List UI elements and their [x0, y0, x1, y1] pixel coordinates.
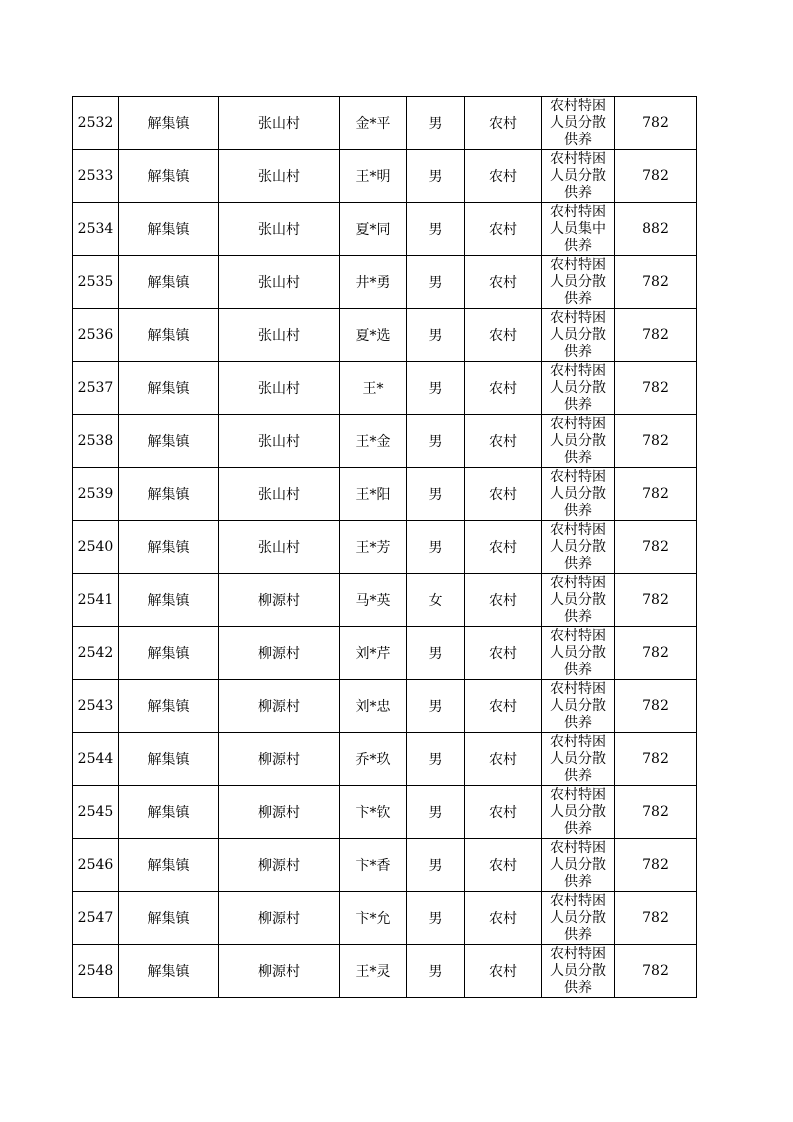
person-name-cell: 王*灵: [340, 945, 407, 998]
serial-number-cell: 2539: [73, 468, 119, 521]
town-cell: 解集镇: [119, 945, 219, 998]
gender-cell: 男: [407, 627, 465, 680]
gender-cell: 男: [407, 468, 465, 521]
person-name-cell: 王*: [340, 362, 407, 415]
table-row: [73, 945, 697, 998]
gender-cell: 女: [407, 574, 465, 627]
area-type-cell: 农村: [465, 362, 542, 415]
area-type-cell: 农村: [465, 468, 542, 521]
village-cell: 柳源村: [219, 786, 340, 839]
amount-cell: 782: [615, 574, 697, 627]
support-category-cell: 农村特困人员分散供养: [542, 892, 615, 945]
person-name-cell: 卞*允: [340, 892, 407, 945]
gender-cell: 男: [407, 256, 465, 309]
table-row: [73, 786, 697, 839]
support-category-cell: 农村特困人员分散供养: [542, 468, 615, 521]
table-row: [73, 309, 697, 362]
town-cell: 解集镇: [119, 256, 219, 309]
table-row: [73, 97, 697, 150]
support-category-cell: 农村特困人员分散供养: [542, 362, 615, 415]
support-category-cell: 农村特困人员分散供养: [542, 839, 615, 892]
gender-cell: 男: [407, 945, 465, 998]
village-cell: 柳源村: [219, 892, 340, 945]
amount-cell: 782: [615, 362, 697, 415]
support-category-cell: 农村特困人员集中供养: [542, 203, 615, 256]
serial-number-cell: 2533: [73, 150, 119, 203]
serial-number-cell: 2536: [73, 309, 119, 362]
amount-cell: 782: [615, 627, 697, 680]
gender-cell: 男: [407, 150, 465, 203]
serial-number-cell: 2535: [73, 256, 119, 309]
village-cell: 柳源村: [219, 945, 340, 998]
table-row: [73, 627, 697, 680]
gender-cell: 男: [407, 309, 465, 362]
village-cell: 张山村: [219, 309, 340, 362]
support-category-cell: 农村特困人员分散供养: [542, 415, 615, 468]
village-cell: 张山村: [219, 256, 340, 309]
gender-cell: 男: [407, 786, 465, 839]
table-row: [73, 415, 697, 468]
gender-cell: 男: [407, 97, 465, 150]
person-name-cell: 卞*香: [340, 839, 407, 892]
serial-number-cell: 2542: [73, 627, 119, 680]
area-type-cell: 农村: [465, 415, 542, 468]
support-category-cell: 农村特困人员分散供养: [542, 680, 615, 733]
amount-cell: 782: [615, 945, 697, 998]
village-cell: 柳源村: [219, 627, 340, 680]
support-category-cell: 农村特困人员分散供养: [542, 786, 615, 839]
area-type-cell: 农村: [465, 521, 542, 574]
table-row: [73, 203, 697, 256]
amount-cell: 782: [615, 680, 697, 733]
amount-cell: 782: [615, 150, 697, 203]
town-cell: 解集镇: [119, 786, 219, 839]
area-type-cell: 农村: [465, 786, 542, 839]
town-cell: 解集镇: [119, 468, 219, 521]
town-cell: 解集镇: [119, 733, 219, 786]
gender-cell: 男: [407, 892, 465, 945]
amount-cell: 782: [615, 521, 697, 574]
area-type-cell: 农村: [465, 892, 542, 945]
table-row: [73, 733, 697, 786]
person-name-cell: 金*平: [340, 97, 407, 150]
gender-cell: 男: [407, 839, 465, 892]
serial-number-cell: 2545: [73, 786, 119, 839]
village-cell: 张山村: [219, 97, 340, 150]
area-type-cell: 农村: [465, 627, 542, 680]
support-category-cell: 农村特困人员分散供养: [542, 945, 615, 998]
table-row: [73, 256, 697, 309]
gender-cell: 男: [407, 680, 465, 733]
amount-cell: 782: [615, 468, 697, 521]
amount-cell: 782: [615, 256, 697, 309]
serial-number-cell: 2544: [73, 733, 119, 786]
village-cell: 张山村: [219, 203, 340, 256]
amount-cell: 782: [615, 415, 697, 468]
village-cell: 张山村: [219, 362, 340, 415]
person-name-cell: 马*英: [340, 574, 407, 627]
gender-cell: 男: [407, 521, 465, 574]
town-cell: 解集镇: [119, 97, 219, 150]
table-row: [73, 362, 697, 415]
village-cell: 柳源村: [219, 733, 340, 786]
table-row: [73, 468, 697, 521]
town-cell: 解集镇: [119, 839, 219, 892]
serial-number-cell: 2532: [73, 97, 119, 150]
person-name-cell: 井*勇: [340, 256, 407, 309]
gender-cell: 男: [407, 415, 465, 468]
gender-cell: 男: [407, 362, 465, 415]
town-cell: 解集镇: [119, 892, 219, 945]
area-type-cell: 农村: [465, 680, 542, 733]
amount-cell: 782: [615, 97, 697, 150]
table-row: [73, 574, 697, 627]
person-name-cell: 刘*芹: [340, 627, 407, 680]
amount-cell: 782: [615, 839, 697, 892]
area-type-cell: 农村: [465, 574, 542, 627]
table-row: [73, 150, 697, 203]
village-cell: 张山村: [219, 521, 340, 574]
town-cell: 解集镇: [119, 415, 219, 468]
table-row: [73, 521, 697, 574]
amount-cell: 782: [615, 309, 697, 362]
table-row: [73, 839, 697, 892]
area-type-cell: 农村: [465, 97, 542, 150]
table-body: [73, 97, 697, 998]
town-cell: 解集镇: [119, 362, 219, 415]
village-cell: 柳源村: [219, 574, 340, 627]
area-type-cell: 农村: [465, 945, 542, 998]
serial-number-cell: 2543: [73, 680, 119, 733]
village-cell: 张山村: [219, 468, 340, 521]
town-cell: 解集镇: [119, 574, 219, 627]
support-category-cell: 农村特困人员分散供养: [542, 733, 615, 786]
gender-cell: 男: [407, 203, 465, 256]
town-cell: 解集镇: [119, 521, 219, 574]
table-row: [73, 680, 697, 733]
town-cell: 解集镇: [119, 680, 219, 733]
village-cell: 柳源村: [219, 680, 340, 733]
amount-cell: 782: [615, 786, 697, 839]
person-name-cell: 王*芳: [340, 521, 407, 574]
support-category-cell: 农村特困人员分散供养: [542, 309, 615, 362]
serial-number-cell: 2541: [73, 574, 119, 627]
support-category-cell: 农村特困人员分散供养: [542, 521, 615, 574]
person-name-cell: 卞*钦: [340, 786, 407, 839]
support-category-cell: 农村特困人员分散供养: [542, 627, 615, 680]
area-type-cell: 农村: [465, 839, 542, 892]
amount-cell: 782: [615, 892, 697, 945]
town-cell: 解集镇: [119, 627, 219, 680]
area-type-cell: 农村: [465, 733, 542, 786]
person-name-cell: 王*金: [340, 415, 407, 468]
serial-number-cell: 2547: [73, 892, 119, 945]
town-cell: 解集镇: [119, 150, 219, 203]
serial-number-cell: 2537: [73, 362, 119, 415]
village-cell: 柳源村: [219, 839, 340, 892]
village-cell: 张山村: [219, 150, 340, 203]
town-cell: 解集镇: [119, 203, 219, 256]
gender-cell: 男: [407, 733, 465, 786]
person-name-cell: 乔*玖: [340, 733, 407, 786]
area-type-cell: 农村: [465, 256, 542, 309]
person-name-cell: 夏*同: [340, 203, 407, 256]
table-row: [73, 892, 697, 945]
person-name-cell: 刘*忠: [340, 680, 407, 733]
person-name-cell: 夏*选: [340, 309, 407, 362]
amount-cell: 782: [615, 733, 697, 786]
area-type-cell: 农村: [465, 150, 542, 203]
support-category-cell: 农村特困人员分散供养: [542, 97, 615, 150]
serial-number-cell: 2534: [73, 203, 119, 256]
amount-cell: 882: [615, 203, 697, 256]
serial-number-cell: 2540: [73, 521, 119, 574]
serial-number-cell: 2548: [73, 945, 119, 998]
person-name-cell: 王*明: [340, 150, 407, 203]
area-type-cell: 农村: [465, 309, 542, 362]
support-category-cell: 农村特困人员分散供养: [542, 150, 615, 203]
support-category-cell: 农村特困人员分散供养: [542, 256, 615, 309]
village-cell: 张山村: [219, 415, 340, 468]
town-cell: 解集镇: [119, 309, 219, 362]
serial-number-cell: 2538: [73, 415, 119, 468]
serial-number-cell: 2546: [73, 839, 119, 892]
person-name-cell: 王*阳: [340, 468, 407, 521]
area-type-cell: 农村: [465, 203, 542, 256]
beneficiary-table: [72, 96, 697, 998]
support-category-cell: 农村特困人员分散供养: [542, 574, 615, 627]
